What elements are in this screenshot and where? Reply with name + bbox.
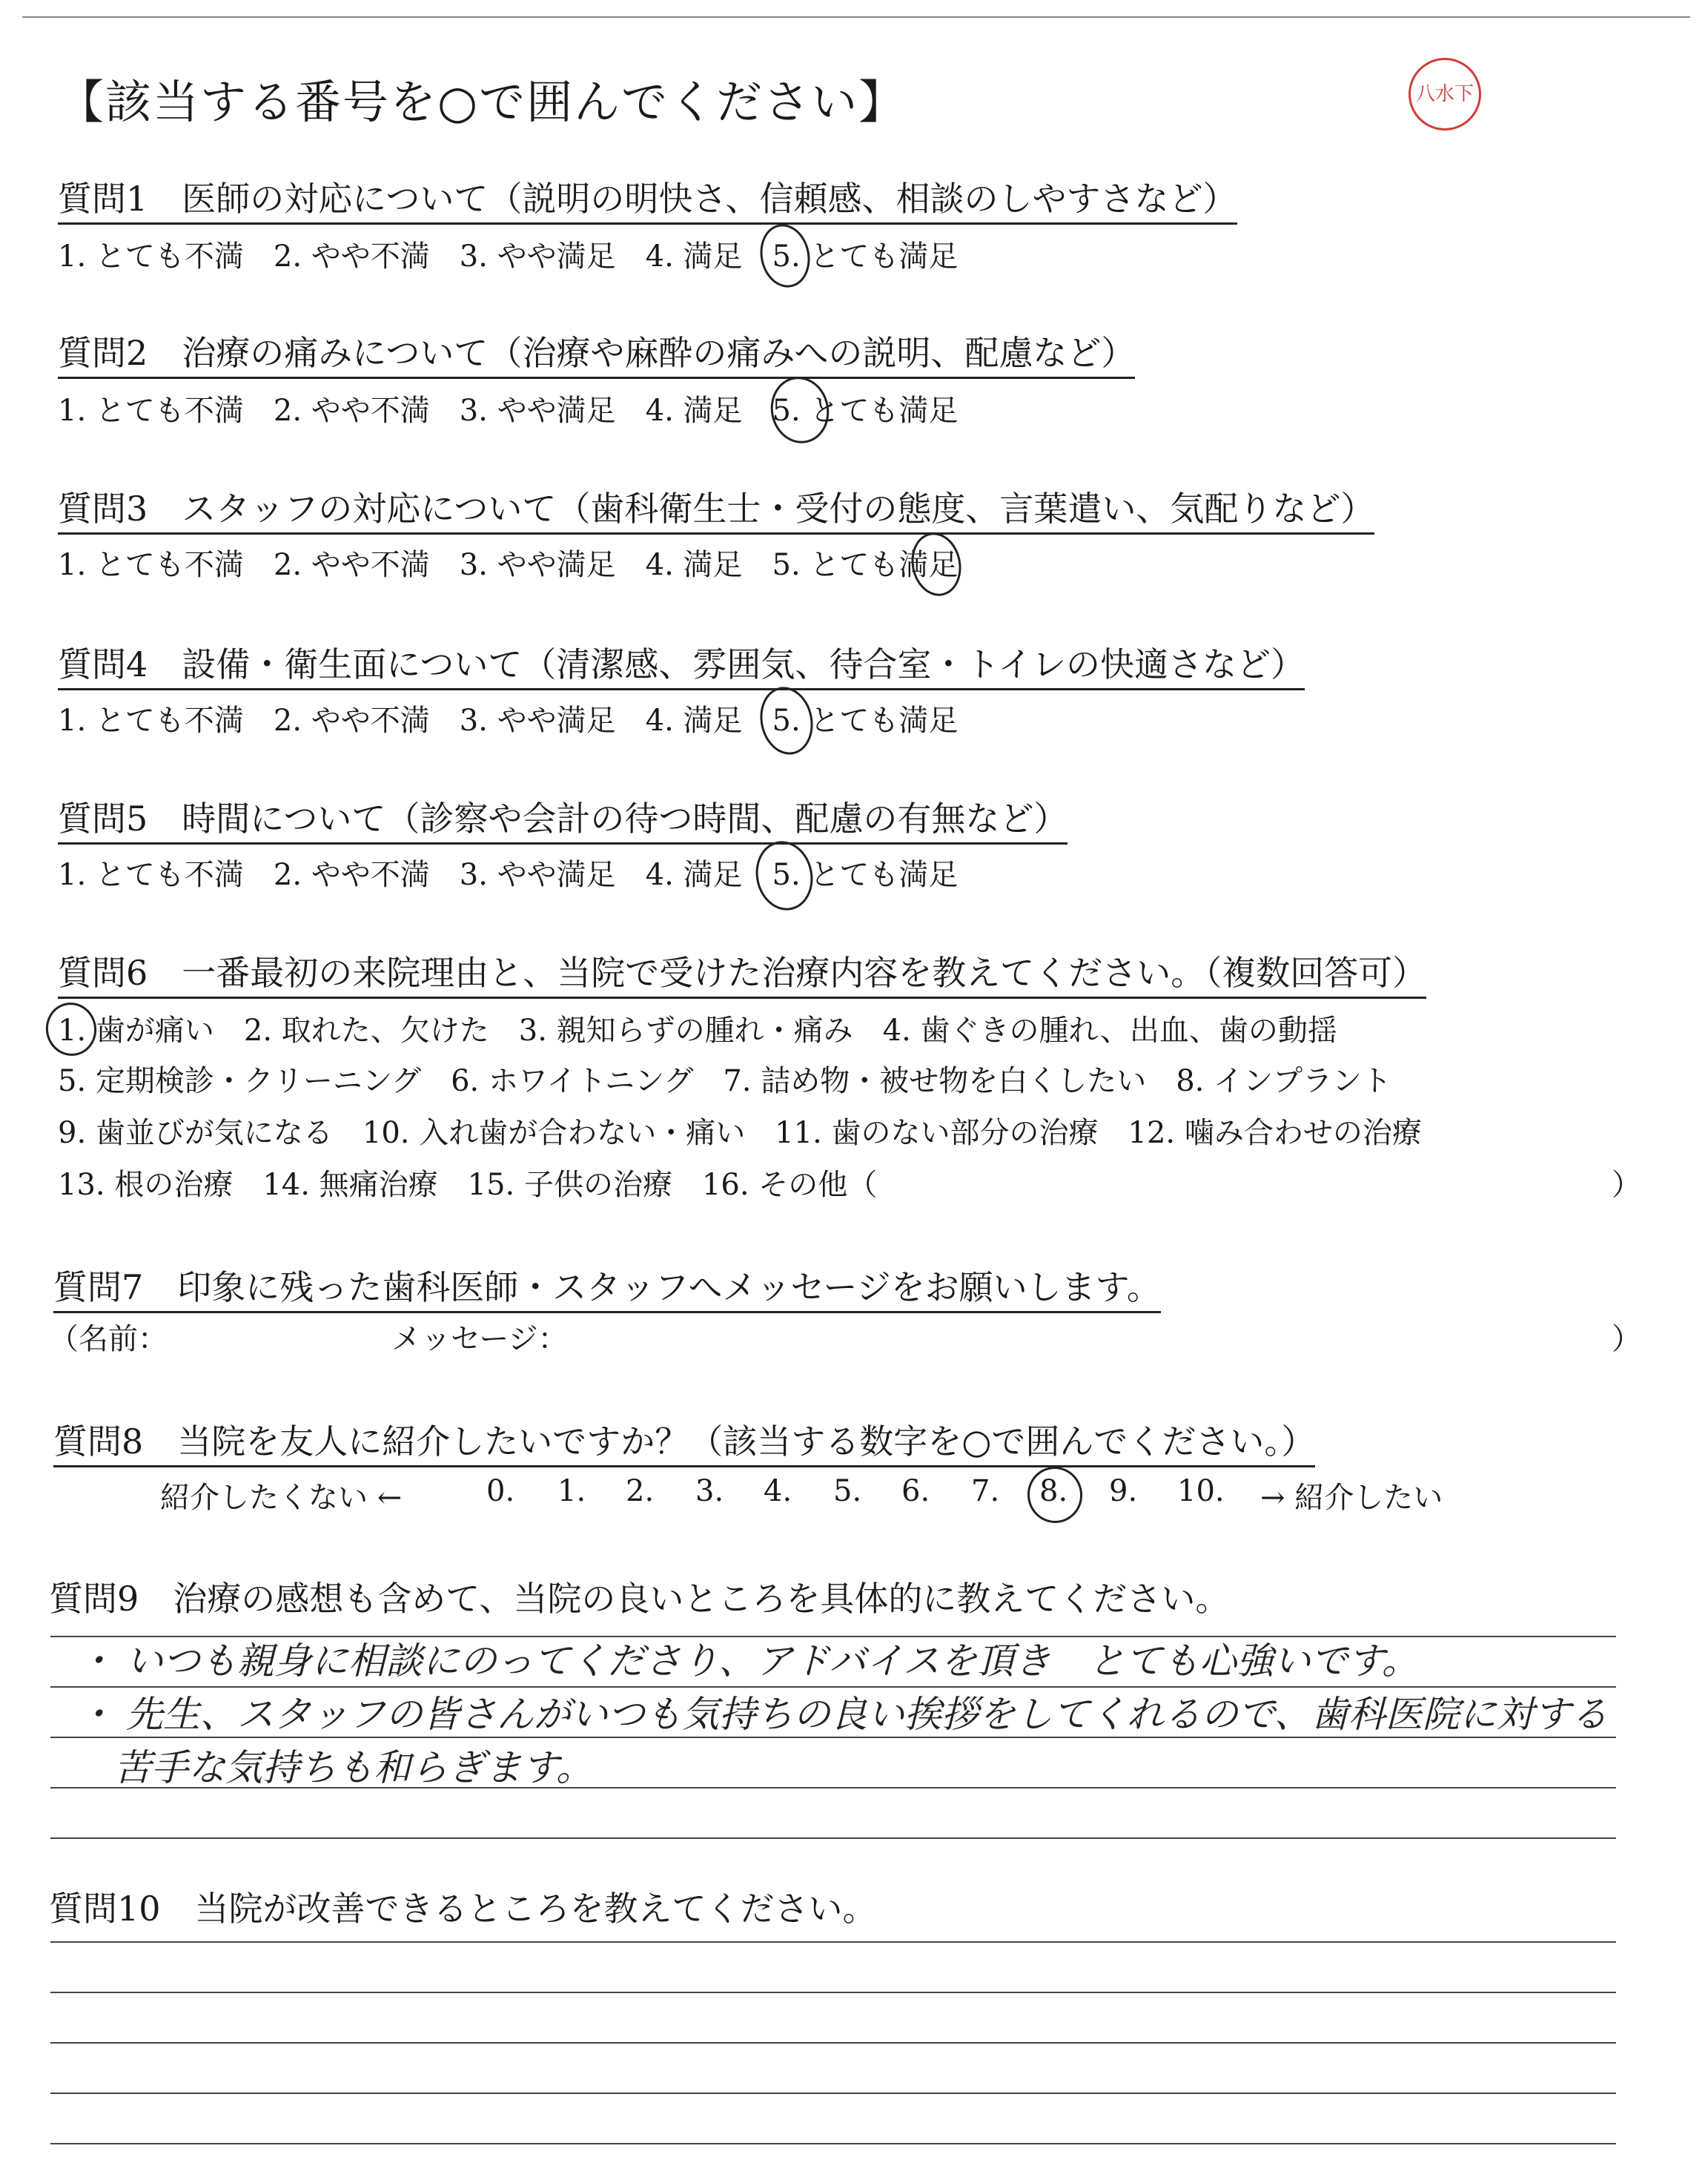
question-6-other-close: ） <box>1612 1168 1641 1202</box>
question-6-options-row-4[interactable]: 13. 根の治療 14. 無痛治療 15. 子供の治療 16. その他（ <box>58 1168 878 1202</box>
scale-4[interactable]: 4. <box>764 1474 792 1508</box>
scale-3[interactable]: 3. <box>695 1474 724 1508</box>
stamp-text: 八水下 <box>1415 83 1474 105</box>
question-3-heading: 質問3 スタッフの対応について（歯科衛生士・受付の態度、言葉遣い、気配りなど） <box>58 482 1374 535</box>
page-title: 【該当する番号を○で囲んでください】 <box>58 75 907 129</box>
question-2-heading: 質問2 治療の痛みについて（治療や麻酔の痛みへの説明、配慮など） <box>58 326 1135 379</box>
scale-5[interactable]: 5. <box>833 1474 862 1508</box>
question-6-options-row-1[interactable]: 1. 歯が痛い 2. 取れた、欠けた 3. 親知らずの腫れ・痛み 4. 歯ぐきの腫れ、出血、歯の動揺 <box>58 1014 1337 1048</box>
question-4-heading: 質問4 設備・衛生面について（清潔感、雰囲気、待合室・トイレの快適さなど） <box>58 638 1305 690</box>
answer-line <box>50 1941 1616 1943</box>
scale-8[interactable]: 8. <box>1039 1474 1068 1508</box>
question-4-options[interactable]: 1. とても不満 2. やや不満 3. やや満足 4. 満足 5. とても満足 <box>58 704 959 738</box>
answer-line <box>50 1992 1616 1993</box>
answer-circle-q4 <box>754 682 819 760</box>
handwritten-answer-line-3[interactable]: 苦手な気持ちも和らぎます。 <box>77 1746 593 1789</box>
scale-7[interactable]: 7. <box>971 1474 1000 1508</box>
question-10-heading: 質問10 当院が改善できるところを教えてください。 <box>49 1889 877 1929</box>
handwritten-answer-line-1[interactable]: ・ いつも親身に相談にのってくださり、アドバイスを頂き とても心強いです。 <box>77 1639 1419 1682</box>
stamp-seal <box>1409 58 1481 131</box>
answer-circle-q5 <box>749 836 819 916</box>
answer-line <box>50 2143 1616 2144</box>
handwritten-answer-line-2[interactable]: ・ 先生、スタッフの皆さんがいつも気持ちの良い挨拶をしてくれるので、歯科医院に対する <box>77 1693 1608 1736</box>
question-3-options[interactable]: 1. とても不満 2. やや不満 3. やや満足 4. 満足 5. とても満足 <box>58 548 959 582</box>
scale-left-label: 紹介したくない ← <box>160 1481 403 1515</box>
scale-0[interactable]: 0. <box>486 1474 515 1508</box>
question-6-options-row-2[interactable]: 5. 定期検診・クリーニング 6. ホワイトニング 7. 詰め物・被せ物を白くしたい 8. インプラント <box>58 1064 1392 1098</box>
answer-line <box>50 2093 1616 2094</box>
answer-circle-q2 <box>764 371 835 449</box>
scale-right-label: → 紹介したい <box>1260 1481 1443 1515</box>
answer-line <box>50 1837 1616 1839</box>
question-5-options[interactable]: 1. とても不満 2. やや不満 3. やや満足 4. 満足 5. とても満足 <box>58 858 959 892</box>
scale-1[interactable]: 1. <box>557 1474 586 1508</box>
scale-10[interactable]: 10. <box>1177 1474 1225 1508</box>
answer-circle-q3 <box>906 528 967 601</box>
question-8-heading: 質問8 当院を友人に紹介したいですか？（該当する数字を○で囲んでください。） <box>53 1415 1315 1467</box>
question-7-close: ） <box>1612 1322 1641 1356</box>
name-label[interactable]: （名前： <box>49 1322 168 1356</box>
scale-9[interactable]: 9. <box>1109 1474 1138 1508</box>
question-7-heading: 質問7 印象に残った歯科医師・スタッフへメッセージをお願いします。 <box>53 1261 1161 1313</box>
question-2-options[interactable]: 1. とても不満 2. やや不満 3. やや満足 4. 満足 5. とても満足 <box>58 394 959 428</box>
question-1-heading: 質問1 医師の対応について（説明の明快さ、信頼感、相談のしやすさなど） <box>58 172 1237 225</box>
answer-circle-q8 <box>1022 1462 1088 1528</box>
answer-circle-q1 <box>755 219 815 292</box>
question-6-options-row-3[interactable]: 9. 歯並びが気になる 10. 入れ歯が合わない・痛い 11. 歯のない部分の治療 12. 噛み合わせの治療 <box>58 1116 1422 1150</box>
top-border <box>22 16 1690 18</box>
scale-6[interactable]: 6. <box>901 1474 930 1508</box>
message-label[interactable]: メッセージ： <box>391 1322 568 1356</box>
question-1-options[interactable]: 1. とても不満 2. やや不満 3. やや満足 4. 満足 5. とても満足 <box>58 240 959 274</box>
question-6-heading: 質問6 一番最初の来院理由と、当院で受けた治療内容を教えてください。（複数回答可） <box>58 946 1426 999</box>
question-5-heading: 質問5 時間について（診察や会計の待つ時間、配慮の有無など） <box>58 792 1068 845</box>
scale-2[interactable]: 2. <box>626 1474 655 1508</box>
question-9-heading: 質問9 治療の感想も含めて、当院の良いところを具体的に教えてください。 <box>49 1579 1230 1619</box>
answer-line <box>50 2042 1616 2044</box>
